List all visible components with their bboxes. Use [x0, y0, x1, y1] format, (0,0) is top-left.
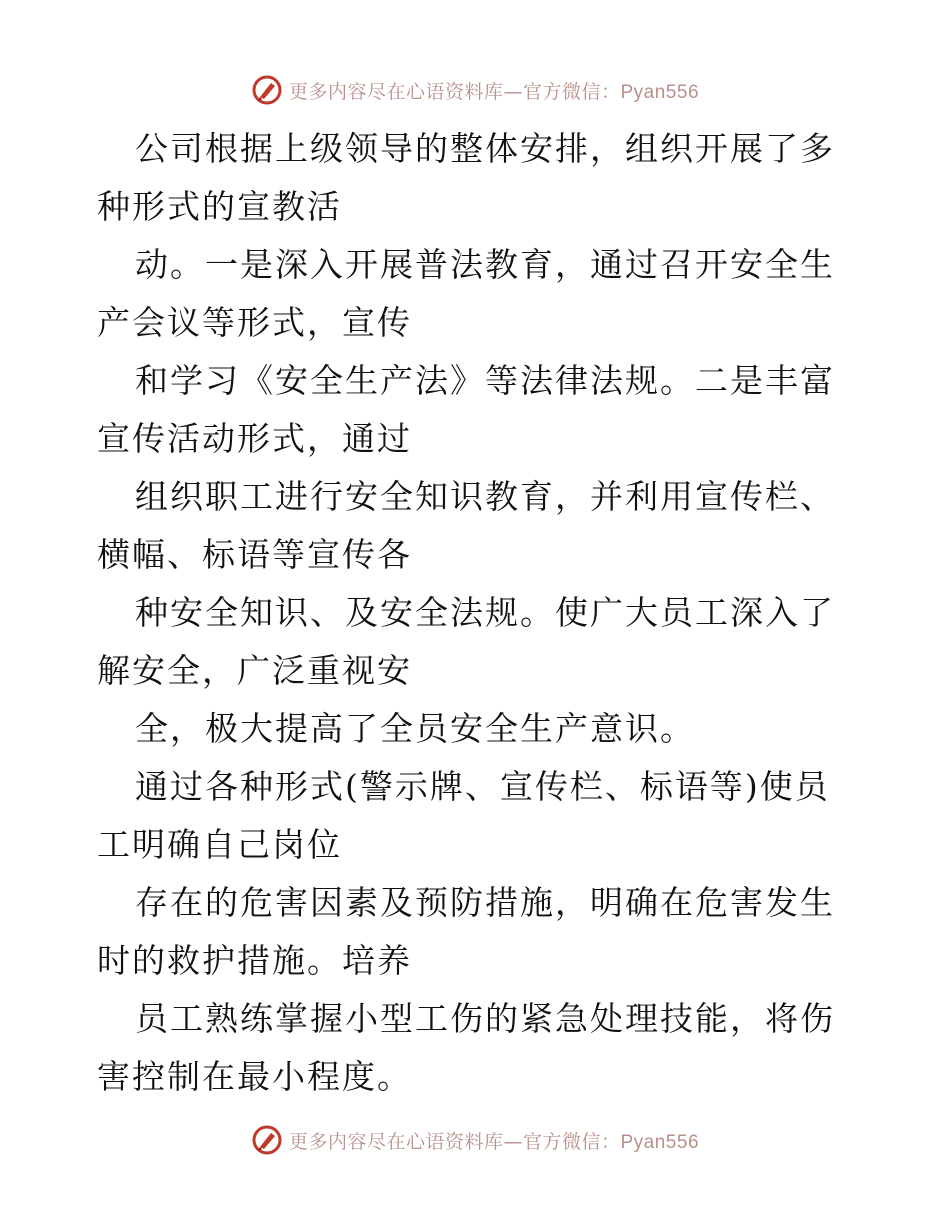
pen-seal-logo-icon	[251, 74, 283, 106]
paragraph: 通过各种形式(警示牌、宣传栏、标语等)使员工明确自己岗位	[97, 767, 830, 864]
paragraph: 公司根据上级领导的整体安排，组织开展了多种形式的宣教活	[97, 129, 835, 226]
paragraph: 组织职工进行安全知识教育，并利用宣传栏、横幅、标语等宣传各	[97, 477, 835, 574]
watermark-text: 更多内容尽在心语资料库—官方微信：Pyan556	[288, 1130, 700, 1153]
paragraph: 全，极大提高了全员安全生产意识。	[135, 709, 695, 748]
paragraph: 员工熟练掌握小型工伤的紧急处理技能，将伤害控制在最小程度。	[97, 999, 835, 1096]
paragraph: 存在的危害因素及预防措施，明确在危害发生时的救护措施。培养	[97, 883, 835, 980]
paragraph: 和学习《安全生产法》等法律法规。二是丰富宣传活动形式，通过	[97, 361, 835, 458]
paragraph: 动。一是深入开展普法教育，通过召开安全生产会议等形式，宣传	[97, 245, 835, 342]
paragraph: 种安全知识、及安全法规。使广大员工深入了解安全，广泛重视安	[97, 593, 835, 690]
pen-seal-logo-icon	[251, 1124, 283, 1156]
header-watermark	[0, 70, 950, 110]
footer-watermark	[0, 1120, 950, 1160]
watermark-text: 更多内容尽在心语资料库—官方微信：Pyan556	[288, 80, 700, 103]
document-body	[97, 120, 857, 1106]
